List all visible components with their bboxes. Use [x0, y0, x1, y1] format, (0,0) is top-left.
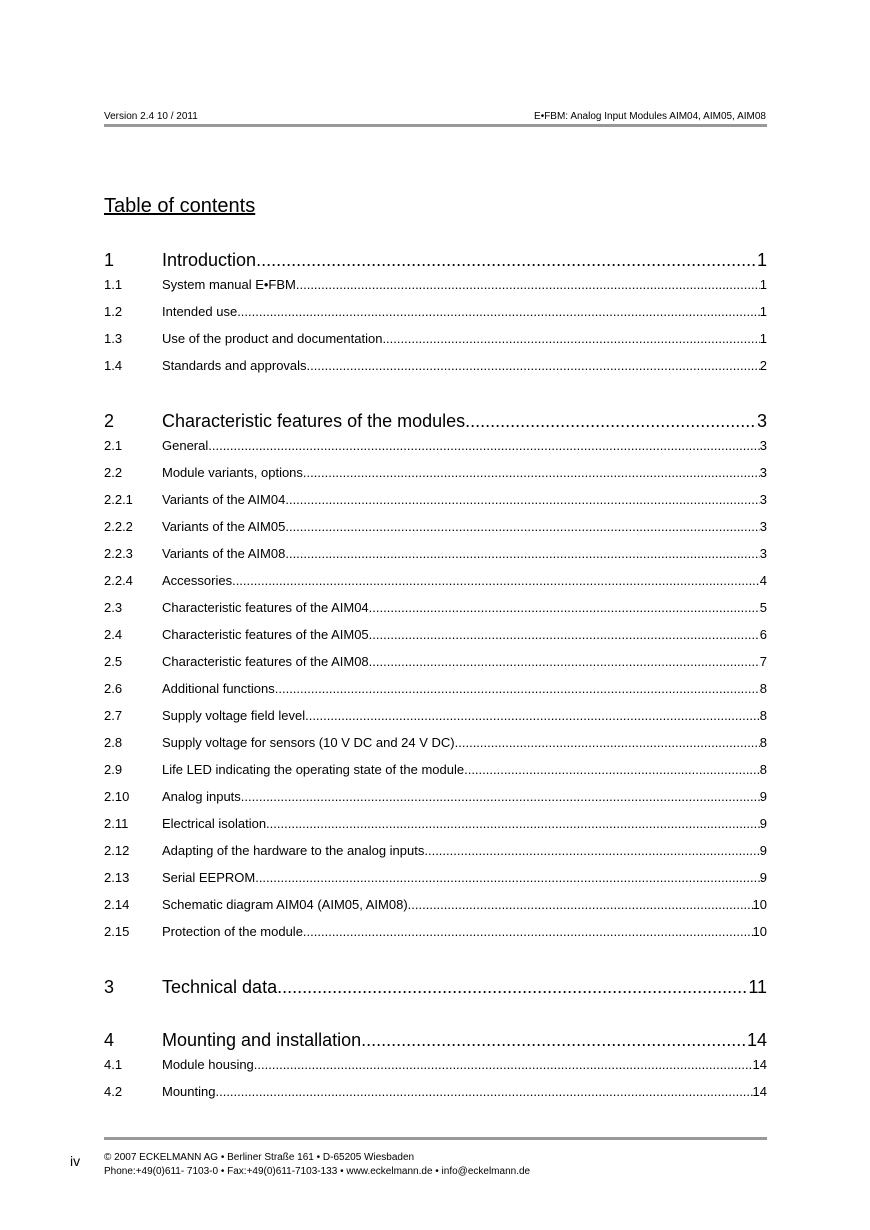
dot-leader	[303, 924, 753, 939]
page-header	[104, 111, 766, 122]
toc-entry-page: 1	[756, 250, 767, 270]
toc-entry-title: Standards and approvals	[162, 358, 307, 373]
toc-entry-number: 2.1	[104, 438, 123, 453]
toc-entry[interactable]	[104, 250, 767, 277]
toc-entry-number: 2.4	[104, 627, 123, 642]
toc-entry-title: Additional functions	[162, 681, 275, 696]
footer-address: © 2007 ECKELMANN AG • Berliner Straße 161 • D-65205 Wiesbaden	[104, 1152, 415, 1163]
toc-entry-page: 4	[759, 573, 767, 588]
toc-entry[interactable]	[104, 735, 767, 762]
toc-entry-page: 9	[759, 789, 767, 804]
toc-entry-title: Analog inputs	[162, 789, 241, 804]
dot-leader	[266, 816, 760, 831]
toc-entry[interactable]	[104, 573, 767, 600]
toc-entry-title: Characteristic features of the AIM04	[162, 600, 369, 615]
page-number: iv	[70, 1153, 81, 1169]
toc-entry-title: Life LED indicating the operating state of the module	[162, 762, 465, 777]
toc-entry[interactable]	[104, 654, 767, 681]
toc-entry-title: Module housing	[162, 1057, 254, 1072]
toc-entry-number: 2.12	[104, 843, 130, 858]
toc-entry-page: 10	[752, 924, 767, 939]
toc-entry[interactable]	[104, 789, 767, 816]
toc-entry[interactable]	[104, 304, 767, 331]
toc-entry[interactable]	[104, 546, 767, 573]
toc-entry-title: Mounting	[162, 1084, 216, 1099]
dot-leader	[369, 654, 760, 669]
toc-entry[interactable]	[104, 1084, 767, 1111]
dot-leader	[254, 1057, 753, 1072]
toc-entry-page: 5	[759, 600, 767, 615]
toc-entry[interactable]	[104, 1057, 767, 1084]
toc-entry-page: 9	[759, 870, 767, 885]
toc-entry-number: 2.8	[104, 735, 123, 750]
toc-entry-page: 7	[759, 654, 767, 669]
dot-leader	[232, 573, 760, 588]
toc-entry-page: 8	[759, 735, 767, 750]
toc-entry-number: 1.3	[104, 331, 123, 346]
dot-leader	[303, 465, 760, 480]
header-version: Version 2.4 10 / 2011	[104, 111, 198, 122]
toc-entry-page: 14	[746, 1030, 767, 1050]
toc-entry[interactable]	[104, 977, 767, 1004]
toc-entry[interactable]	[104, 870, 767, 897]
toc-entry[interactable]	[104, 843, 767, 870]
dot-leader	[285, 519, 759, 534]
toc-entry-page: 9	[759, 816, 767, 831]
toc-entry-page: 14	[752, 1084, 767, 1099]
dot-leader	[215, 1084, 752, 1099]
toc-entry-number: 2.2	[104, 465, 123, 480]
toc-entry-number: 3	[104, 977, 115, 997]
toc-entry-title: Module variants, options	[162, 465, 303, 480]
dot-leader	[285, 546, 759, 561]
toc-entry-number: 2	[104, 411, 115, 431]
toc-entry-page: 10	[752, 897, 767, 912]
dot-leader	[296, 277, 760, 292]
toc-entry-title: Adapting of the hardware to the analog inputs	[162, 843, 425, 858]
toc-entry-number: 2.2.2	[104, 519, 133, 534]
dot-leader	[382, 331, 759, 346]
toc-entry-number: 1.1	[104, 277, 123, 292]
toc-entry-title: System manual E•FBM	[162, 277, 296, 292]
dot-leader	[369, 600, 760, 615]
toc-entry-title: Serial EEPROM	[162, 870, 256, 885]
toc-entry-page: 6	[759, 627, 767, 642]
toc-entry-number: 4.2	[104, 1084, 123, 1099]
toc-entry-title: Accessories	[162, 573, 233, 588]
page-footer	[104, 1151, 530, 1179]
dot-leader	[208, 438, 760, 453]
toc-entry[interactable]	[104, 331, 767, 358]
toc-entry[interactable]	[104, 600, 767, 627]
toc-entry-number: 2.14	[104, 897, 130, 912]
toc-entry-title: General	[162, 438, 209, 453]
toc-entry[interactable]	[104, 1030, 767, 1057]
toc-entry-page: 11	[748, 977, 767, 997]
toc-entry-page: 3	[759, 492, 767, 507]
toc-entry-page: 3	[759, 465, 767, 480]
toc-title: Table of contents	[104, 195, 256, 217]
toc-entry-number: 4	[104, 1030, 115, 1050]
dot-leader	[285, 492, 759, 507]
dot-leader	[241, 789, 760, 804]
dot-leader	[255, 870, 760, 885]
toc-entry-page: 3	[759, 546, 767, 561]
toc-entry-number: 2.3	[104, 600, 123, 615]
toc-entry-number: 2.2.3	[104, 546, 133, 561]
dot-leader	[275, 681, 760, 696]
toc-entry[interactable]	[104, 897, 767, 924]
toc-entry-page: 1	[759, 277, 767, 292]
dot-leader	[307, 358, 760, 373]
dot-leader	[465, 411, 757, 432]
toc-entry-title: Characteristic features of the modules	[162, 411, 466, 431]
dot-leader	[305, 708, 760, 723]
toc-entry[interactable]	[104, 762, 767, 789]
toc-entry-number: 2.11	[104, 816, 129, 831]
toc-entry-title: Supply voltage field level	[162, 708, 306, 723]
toc-entry[interactable]	[104, 411, 767, 438]
toc-entry-number: 1	[104, 250, 115, 270]
toc-entry[interactable]	[104, 277, 767, 304]
toc-entry-page: 3	[756, 411, 767, 431]
dot-leader	[464, 762, 760, 777]
toc-entry-page: 1	[759, 331, 767, 346]
toc-entry-number: 2.15	[104, 924, 130, 939]
toc-entry-number: 1.4	[104, 358, 123, 373]
toc-entry-number: 4.1	[104, 1057, 123, 1072]
dot-leader	[237, 304, 760, 319]
dot-leader	[361, 1030, 747, 1051]
footer-contact: Phone:+49(0)611- 7103-0 • Fax:+49(0)611-7103-133 • www.eckelmann.de • info@eckelmann.de	[104, 1166, 531, 1177]
dot-leader	[277, 977, 748, 998]
toc-entry-title: Characteristic features of the AIM08	[162, 654, 369, 669]
toc-entry-number: 2.2.4	[104, 573, 133, 588]
toc-entry-page: 9	[759, 843, 767, 858]
toc-entry-page: 8	[759, 708, 767, 723]
toc-entry[interactable]	[104, 816, 767, 843]
toc-entry-number: 2.13	[104, 870, 130, 885]
toc-entry[interactable]	[104, 627, 767, 654]
table-of-contents	[104, 250, 767, 1111]
toc-entry[interactable]	[104, 465, 767, 492]
toc-entry-title: Protection of the module	[162, 924, 303, 939]
toc-entry-title: Use of the product and documentation	[162, 331, 383, 346]
toc-entry-number: 2.6	[104, 681, 123, 696]
toc-entry-number: 2.9	[104, 762, 123, 777]
header-doc-title: E•FBM: Analog Input Modules AIM04, AIM05, AIM08	[534, 111, 766, 122]
toc-entry-page: 2	[759, 358, 767, 373]
dot-leader	[408, 897, 753, 912]
toc-entry[interactable]	[104, 681, 767, 708]
dot-leader	[369, 627, 760, 642]
toc-entry-page: 14	[752, 1057, 767, 1072]
toc-entry-title: Supply voltage for sensors (10 V DC and 24 V DC)	[162, 735, 455, 750]
toc-entry[interactable]	[104, 492, 767, 519]
toc-entry-number: 2.10	[104, 789, 130, 804]
header-rule	[104, 124, 767, 127]
toc-entry-title: Mounting and installation	[162, 1030, 362, 1050]
toc-entry-page: 8	[759, 762, 767, 777]
toc-entry[interactable]	[104, 438, 767, 465]
toc-entry-title: Variants of the AIM05	[162, 519, 286, 534]
toc-entry-page: 3	[759, 519, 767, 534]
toc-entry[interactable]	[104, 708, 767, 735]
toc-entry-title: Technical data	[162, 977, 278, 997]
footer-rule	[104, 1137, 767, 1140]
toc-entry-number: 1.2	[104, 304, 123, 319]
dot-leader	[455, 735, 760, 750]
toc-entry-title: Intended use	[162, 304, 238, 319]
toc-entry-title: Variants of the AIM04	[162, 492, 286, 507]
toc-entry-number: 2.5	[104, 654, 123, 669]
toc-entry-title: Characteristic features of the AIM05	[162, 627, 369, 642]
toc-entry-title: Variants of the AIM08	[162, 546, 286, 561]
dot-leader	[424, 843, 759, 858]
toc-entry-title: Schematic diagram AIM04 (AIM05, AIM08)	[162, 897, 408, 912]
toc-entry-page: 1	[759, 304, 767, 319]
dot-leader	[256, 250, 757, 271]
toc-entry-number: 2.7	[104, 708, 123, 723]
toc-entry-title: Electrical isolation	[162, 816, 267, 831]
toc-entry-number: 2.2.1	[104, 492, 133, 507]
toc-entry-page: 8	[759, 681, 767, 696]
toc-entry-page: 3	[759, 438, 767, 453]
toc-entry[interactable]	[104, 924, 767, 951]
toc-entry[interactable]	[104, 358, 767, 385]
toc-entry[interactable]	[104, 519, 767, 546]
toc-entry-title: Introduction	[162, 250, 257, 270]
